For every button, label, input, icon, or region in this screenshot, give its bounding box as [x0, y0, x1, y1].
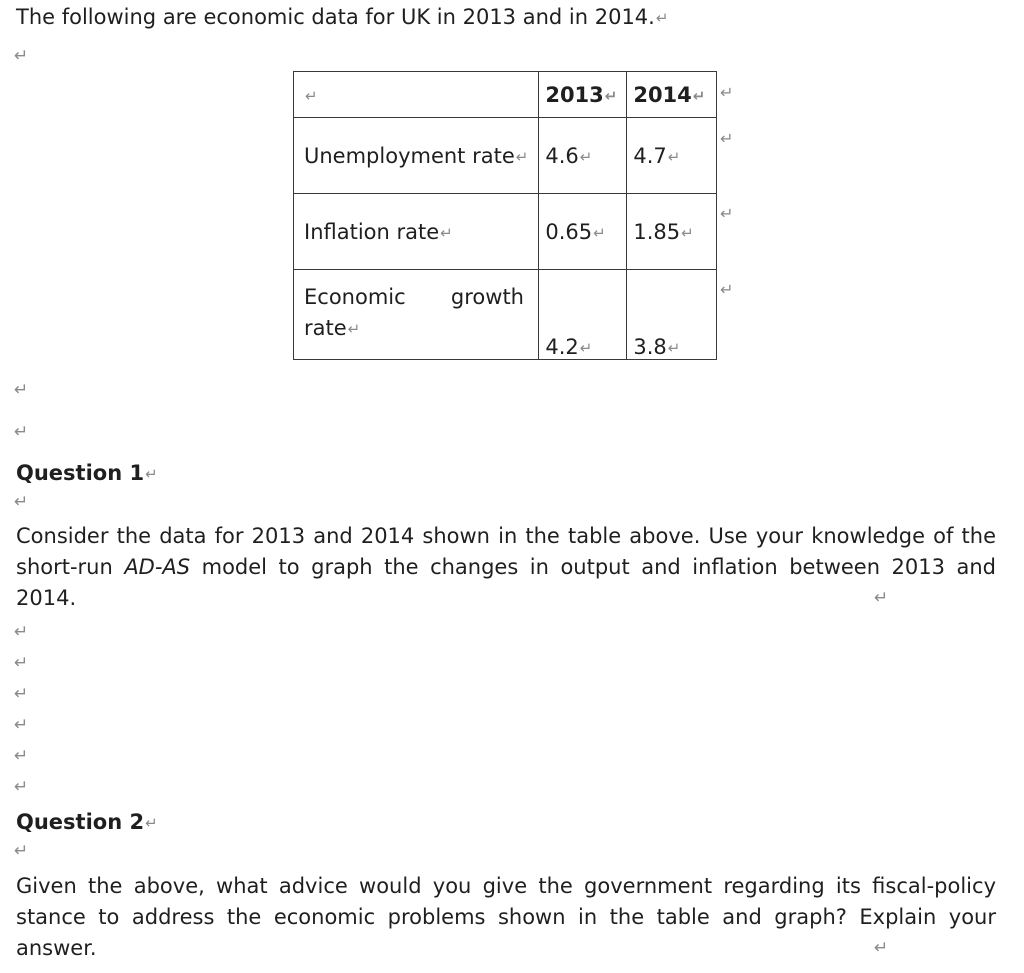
cell-2013: 0.65↵	[539, 194, 627, 270]
table-header-cell: 2014↵	[627, 72, 717, 118]
paragraph-mark-icon: ↵	[440, 223, 453, 242]
paragraph-mark-icon: ↵	[14, 422, 29, 442]
paragraph-mark-icon: ↵	[515, 147, 529, 166]
intro-line	[16, 2, 668, 33]
paragraph-mark-icon: ↵	[874, 938, 889, 958]
paragraph-mark-icon: ↵	[14, 746, 29, 766]
end-of-row-mark-icon: ↵	[720, 129, 734, 148]
paragraph-mark-icon: ↵	[14, 380, 29, 400]
cell-2014: 4.7↵	[627, 118, 717, 194]
end-of-row-mark-icon: ↵	[720, 280, 734, 299]
intro-text: The following are economic data for UK in 2013 and in 2014.	[16, 5, 655, 29]
table-header-row	[294, 72, 717, 118]
table-row	[294, 194, 717, 270]
paragraph-mark-icon: ↵	[14, 715, 29, 735]
table-header-cell: 2013↵	[539, 72, 627, 118]
row-label: Economic growth rate↵	[294, 270, 539, 360]
table-header-cell	[294, 72, 539, 118]
paragraph-mark-icon: ↵	[604, 86, 618, 105]
paragraph-mark-icon: ↵	[667, 147, 681, 166]
paragraph-mark-icon: ↵	[305, 86, 318, 105]
end-of-row-mark-icon: ↵	[720, 204, 734, 223]
paragraph-mark-icon: ↵	[874, 588, 889, 608]
question-2-text: Given the above, what advice would you give the government regarding its fiscal-policy stance to address the economic problems shown in the table and graph? Explain your answer.	[16, 874, 996, 960]
question-2-heading: Question 2↵	[16, 810, 158, 834]
cell-2014: 1.85↵	[627, 194, 717, 270]
paragraph-mark-icon: ↵	[14, 684, 29, 704]
paragraph-mark-icon: ↵	[579, 339, 593, 357]
table-row	[294, 270, 717, 360]
paragraph-mark-icon: ↵	[579, 147, 593, 166]
question-1-heading: Question 1↵	[16, 461, 158, 485]
row-label: Inflation rate↵	[294, 194, 539, 270]
paragraph-mark-icon: ↵	[347, 320, 361, 338]
paragraph-mark-icon: ↵	[14, 46, 29, 66]
table-row	[294, 118, 717, 194]
row-label: Unemployment rate↵	[294, 118, 539, 194]
economic-data-table	[293, 71, 717, 360]
paragraph-mark-icon: ↵	[14, 653, 29, 673]
paragraph-mark-icon: ↵	[681, 223, 694, 242]
paragraph-mark-icon: ↵	[667, 339, 681, 357]
paragraph-mark-icon: ↵	[14, 841, 29, 861]
paragraph-mark-icon: ↵	[14, 777, 29, 797]
cell-2014: 3.8↵	[627, 270, 717, 360]
paragraph-mark-icon: ↵	[593, 223, 606, 242]
cell-2013: 4.6↵	[539, 118, 627, 194]
end-of-row-mark-icon: ↵	[720, 83, 734, 102]
paragraph-mark-icon: ↵	[145, 465, 158, 483]
paragraph-mark-icon: ↵	[14, 492, 29, 512]
cell-2013: 4.2↵	[539, 270, 627, 360]
paragraph-mark-icon: ↵	[14, 622, 29, 642]
paragraph-mark-icon: ↵	[692, 86, 706, 105]
question-1-text: Consider the data for 2013 and 2014 shown in the table above. Use your knowledge of the short-run AD-AS model to graph the changes in output and inflation between 2013 and 2014.	[16, 524, 996, 610]
paragraph-mark-icon: ↵	[145, 814, 158, 832]
paragraph-mark-icon: ↵	[655, 9, 669, 27]
